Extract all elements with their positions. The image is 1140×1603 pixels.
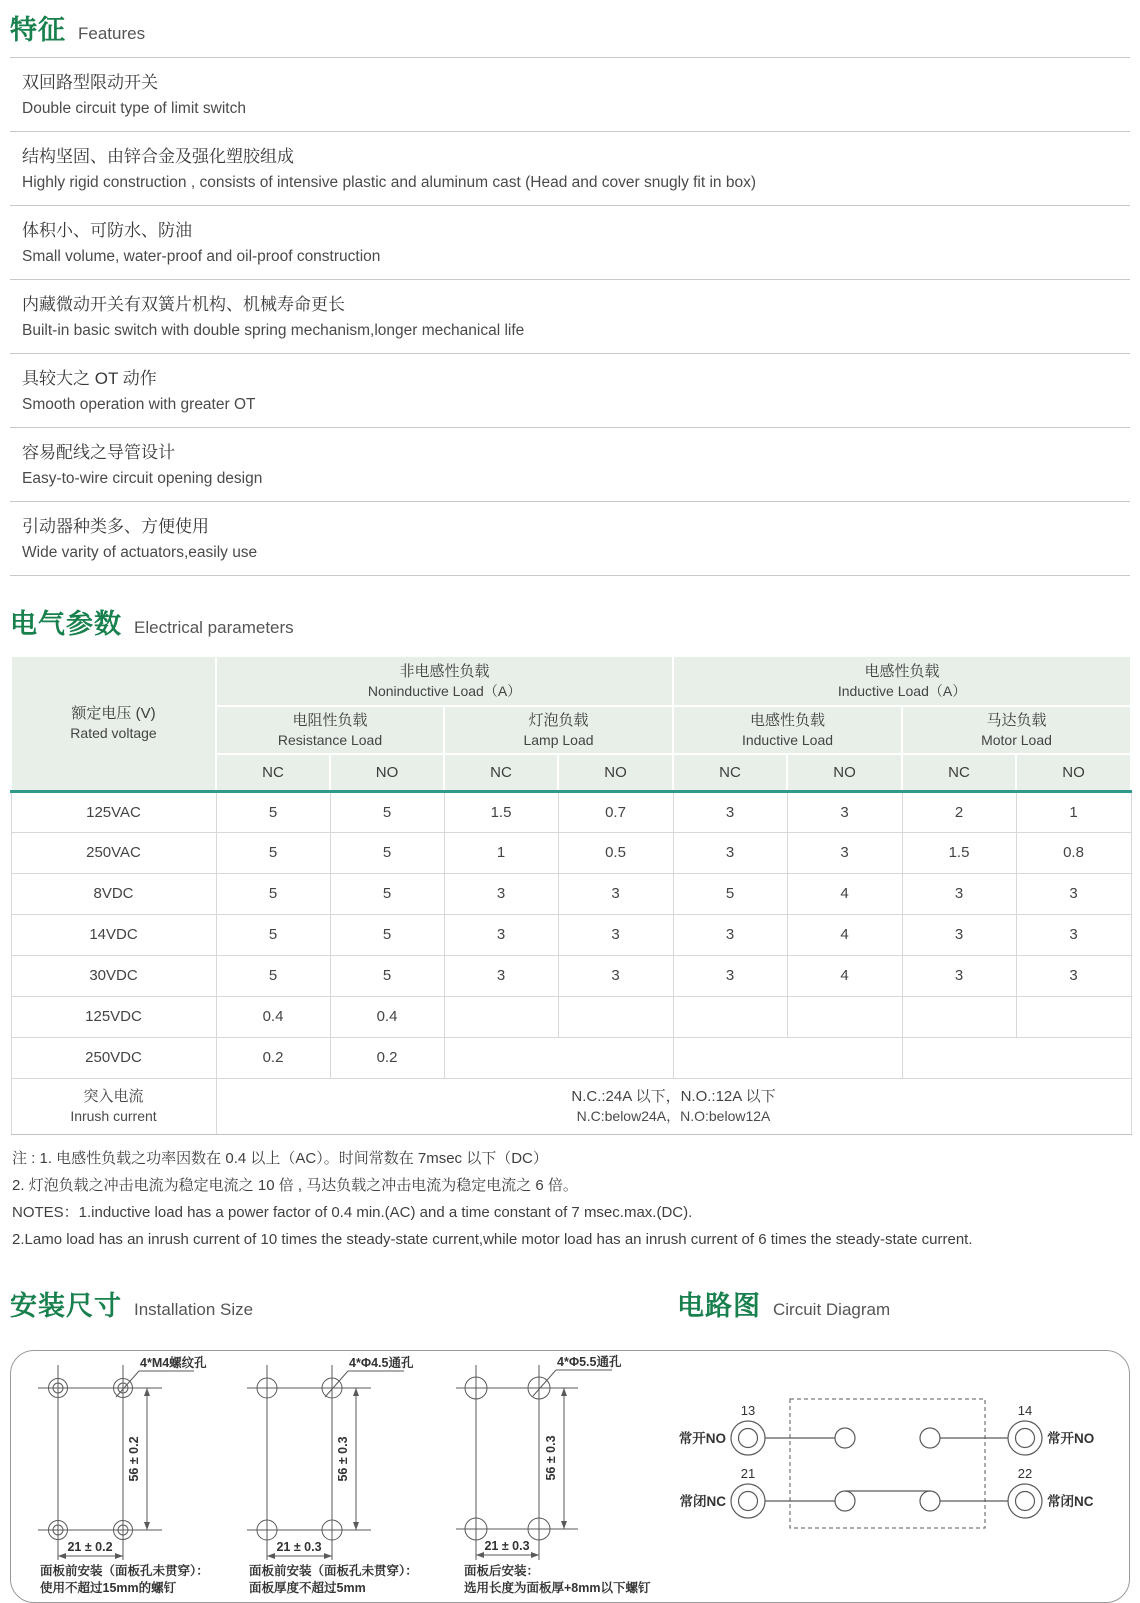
table-row — [11, 996, 1131, 1037]
mounting-drawing-d55 — [456, 1354, 651, 1595]
feature-text-en: Built-in basic switch with double spring mechanism,longer mechanical life — [22, 322, 525, 339]
value-cell — [902, 996, 1016, 1037]
value-cell: 1.5 — [902, 832, 1016, 873]
value-cell: 3 — [673, 955, 787, 996]
value-cell: 5 — [330, 791, 444, 832]
label-nc-right: 常闭NC — [1047, 1493, 1094, 1509]
value-cell: 3 — [902, 873, 1016, 914]
features-heading — [10, 8, 1140, 47]
value-cell: 4 — [787, 914, 902, 955]
header-motor-load: 马达负载 Motor Load — [902, 706, 1131, 754]
value-cell: 4 — [787, 955, 902, 996]
electrical-parameters-table — [10, 655, 1132, 1135]
electrical-heading — [10, 602, 1140, 641]
feature-text-zh: 体积小、可防水、防油 — [22, 221, 192, 240]
installation-heading — [10, 1284, 253, 1323]
value-cell: 3 — [902, 955, 1016, 996]
table-row — [11, 955, 1131, 996]
note-line: 注 : 1. 电感性负载之功率因数在 0.4 以上（AC）。时间常数在 7msec 以下（DC） — [12, 1149, 548, 1167]
header-contact: NO — [330, 754, 444, 791]
value-cell — [673, 1037, 902, 1078]
header-lamp-load: 灯泡负载 Lamp Load — [444, 706, 673, 754]
value-cell: 3 — [902, 914, 1016, 955]
hole-label: 4*Φ5.5通孔 — [557, 1354, 622, 1369]
note-line: NOTES：1.inductive load has a power factor of 0.4 min.(AC) and a time constant of 7 msec.max.(DC). — [12, 1204, 693, 1222]
value-cell — [558, 996, 673, 1037]
feature-text-zh: 容易配线之导管设计 — [22, 443, 175, 462]
table-row — [11, 1037, 1131, 1078]
label-no-left: 常开NO — [678, 1430, 726, 1446]
terminal-number-22: 22 — [1017, 1465, 1033, 1481]
circuit-title-en: Circuit Diagram — [773, 1299, 891, 1319]
voltage-cell: 14VDC — [11, 914, 216, 955]
value-cell: 0.5 — [558, 832, 673, 873]
feature-item — [10, 280, 1130, 354]
inrush-current-row — [11, 1078, 1131, 1134]
header-contact: NC — [444, 754, 558, 791]
value-cell: 0.4 — [216, 996, 330, 1037]
value-cell: 3 — [558, 914, 673, 955]
table-row — [11, 791, 1131, 832]
installation-title-zh: 安装尺寸 — [10, 1290, 122, 1321]
feature-text-zh: 结构坚固、由锌合金及强化塑胶组成 — [22, 147, 294, 166]
voltage-cell: 30VDC — [11, 955, 216, 996]
horizontal-dimension: 21 ± 0.2 — [67, 1539, 113, 1554]
value-cell: 3 — [444, 955, 558, 996]
mounting-caption: 面板厚度不超过5mm — [249, 1580, 366, 1595]
value-cell: 4 — [787, 873, 902, 914]
value-cell: 3 — [558, 955, 673, 996]
value-cell: 5 — [330, 914, 444, 955]
header-inductive-load: 电感性负载 Inductive Load — [673, 706, 902, 754]
value-cell: 5 — [673, 873, 787, 914]
hole-label: 4*Φ4.5通孔 — [349, 1355, 414, 1370]
value-cell: 3 — [673, 832, 787, 873]
header-noninductive-load: 非电感性负载 Noninductive Load（A） — [216, 656, 673, 706]
notes — [12, 1145, 1128, 1254]
feature-text-en: Highly rigid construction , consists of intensive plastic and aluminum cast (Head and cover snugly fit in box) — [22, 174, 757, 191]
mounting-drawing-m4 — [38, 1355, 209, 1595]
mounting-caption: 面板后安装： — [464, 1563, 540, 1578]
value-cell: 5 — [216, 873, 330, 914]
label-no-right: 常开NO — [1047, 1430, 1095, 1446]
lower-section-titles — [0, 1284, 1140, 1324]
value-cell: 3 — [673, 791, 787, 832]
features-title-zh: 特征 — [10, 15, 66, 45]
feature-item — [10, 428, 1130, 502]
voltage-cell: 125VAC — [11, 791, 216, 832]
features-list — [10, 57, 1130, 576]
value-cell: 1 — [1016, 791, 1131, 832]
electrical-title-zh: 电气参数 — [10, 609, 122, 639]
value-cell: 1 — [444, 832, 558, 873]
value-cell — [902, 1037, 1131, 1078]
value-cell: 0.2 — [330, 1037, 444, 1078]
feature-text-en: Smooth operation with greater OT — [22, 396, 256, 413]
header-contact: NC — [216, 754, 330, 791]
mounting-caption: 选用长度为面板厚+8mm以下螺钉 — [464, 1580, 651, 1595]
table-row — [11, 832, 1131, 873]
value-cell: 0.4 — [330, 996, 444, 1037]
value-cell: 0.2 — [216, 1037, 330, 1078]
header-contact: NO — [1016, 754, 1131, 791]
value-cell — [444, 996, 558, 1037]
value-cell: 3 — [787, 832, 902, 873]
label-nc-left: 常闭NC — [679, 1493, 726, 1509]
electrical-title-en: Electrical parameters — [134, 618, 294, 637]
inrush-label-cell: 突入电流 Inrush current — [11, 1078, 216, 1134]
header-contact: NC — [902, 754, 1016, 791]
vertical-dimension: 56 ± 0.2 — [127, 1436, 141, 1482]
mounting-caption: 面板前安装（面板孔未贯穿）： — [40, 1563, 209, 1578]
header-contact: NC — [673, 754, 787, 791]
technical-drawings — [12, 1351, 1128, 1602]
value-cell — [444, 1037, 673, 1078]
mounting-caption: 使用不超过15mm的螺钉 — [40, 1580, 177, 1595]
value-cell — [787, 996, 902, 1037]
table-row — [11, 914, 1131, 955]
features-title-en: Features — [78, 24, 146, 43]
note-line: 2. 灯泡负载之冲击电流为稳定电流之 10 倍 , 马达负载之冲击电流为稳定电流之 6 倍。 — [12, 1176, 578, 1194]
vertical-dimension: 56 ± 0.3 — [544, 1435, 558, 1481]
value-cell — [673, 996, 787, 1037]
inrush-value-cell: N.C.:24A 以下，N.O.:12A 以下 N.C:below24A，N.O:below12A — [216, 1078, 1131, 1134]
circuit-heading — [677, 1284, 890, 1323]
feature-item — [10, 132, 1130, 206]
mounting-caption: 面板前安装（面板孔未贯穿）： — [249, 1563, 418, 1578]
mounting-drawing-d45 — [247, 1355, 418, 1595]
table-row — [11, 873, 1131, 914]
value-cell: 0.7 — [558, 791, 673, 832]
vertical-dimension: 56 ± 0.3 — [336, 1436, 350, 1482]
circuit-title-zh: 电路图 — [677, 1290, 761, 1321]
value-cell: 5 — [216, 832, 330, 873]
value-cell — [1016, 996, 1131, 1037]
value-cell: 3 — [1016, 914, 1131, 955]
feature-item — [10, 354, 1130, 428]
value-cell: 5 — [216, 955, 330, 996]
header-rated-voltage — [11, 656, 216, 791]
value-cell: 5 — [216, 914, 330, 955]
voltage-cell: 125VDC — [11, 996, 216, 1037]
feature-text-en: Double circuit type of limit switch — [22, 100, 246, 117]
installation-and-circuit-box — [10, 1350, 1130, 1603]
value-cell: 3 — [1016, 955, 1131, 996]
value-cell: 1.5 — [444, 791, 558, 832]
terminal-number-14: 14 — [1017, 1402, 1033, 1418]
value-cell: 5 — [330, 873, 444, 914]
feature-text-en: Wide varity of actuators,easily use — [22, 544, 258, 561]
value-cell: 3 — [787, 791, 902, 832]
note-line: 2.Lamo load has an inrush current of 10 times the steady-state current,while motor load has an inrush current of 6 times the steady-state current. — [12, 1231, 973, 1249]
value-cell: 3 — [673, 914, 787, 955]
value-cell: 0.8 — [1016, 832, 1131, 873]
voltage-cell: 250VDC — [11, 1037, 216, 1078]
feature-item — [10, 502, 1130, 576]
rated-voltage-zh: 额定电压 (V) — [71, 705, 156, 723]
terminal-number-21: 21 — [740, 1465, 756, 1481]
voltage-cell: 250VAC — [11, 832, 216, 873]
value-cell: 5 — [330, 955, 444, 996]
hole-label: 4*M4螺纹孔 — [140, 1355, 207, 1370]
value-cell: 5 — [330, 832, 444, 873]
header-resistance-load: 电阻性负载 Resistance Load — [216, 706, 444, 754]
feature-text-zh: 引动器种类多、方便使用 — [22, 517, 209, 536]
value-cell: 3 — [1016, 873, 1131, 914]
feature-text-en: Easy-to-wire circuit opening design — [22, 470, 263, 487]
header-inductive-load-group: 电感性负载 Inductive Load（A） — [673, 656, 1131, 706]
value-cell: 3 — [444, 873, 558, 914]
horizontal-dimension: 21 ± 0.3 — [484, 1538, 530, 1553]
value-cell: 5 — [216, 791, 330, 832]
value-cell: 3 — [558, 873, 673, 914]
feature-text-en: Small volume, water-proof and oil-proof construction — [22, 248, 381, 265]
circuit-diagram — [679, 1399, 1095, 1528]
terminal-number-13: 13 — [740, 1402, 756, 1418]
feature-item — [10, 58, 1130, 132]
feature-text-zh: 双回路型限动开关 — [22, 73, 158, 92]
header-contact: NO — [787, 754, 902, 791]
voltage-cell: 8VDC — [11, 873, 216, 914]
feature-item — [10, 206, 1130, 280]
feature-text-zh: 具较大之 OT 动作 — [22, 369, 157, 388]
feature-text-zh: 内藏微动开关有双簧片机构、机械寿命更长 — [22, 295, 345, 314]
header-contact: NO — [558, 754, 673, 791]
installation-title-en: Installation Size — [134, 1299, 254, 1319]
horizontal-dimension: 21 ± 0.3 — [276, 1539, 322, 1554]
rated-voltage-en: Rated voltage — [70, 725, 157, 742]
value-cell: 3 — [444, 914, 558, 955]
value-cell: 2 — [902, 791, 1016, 832]
